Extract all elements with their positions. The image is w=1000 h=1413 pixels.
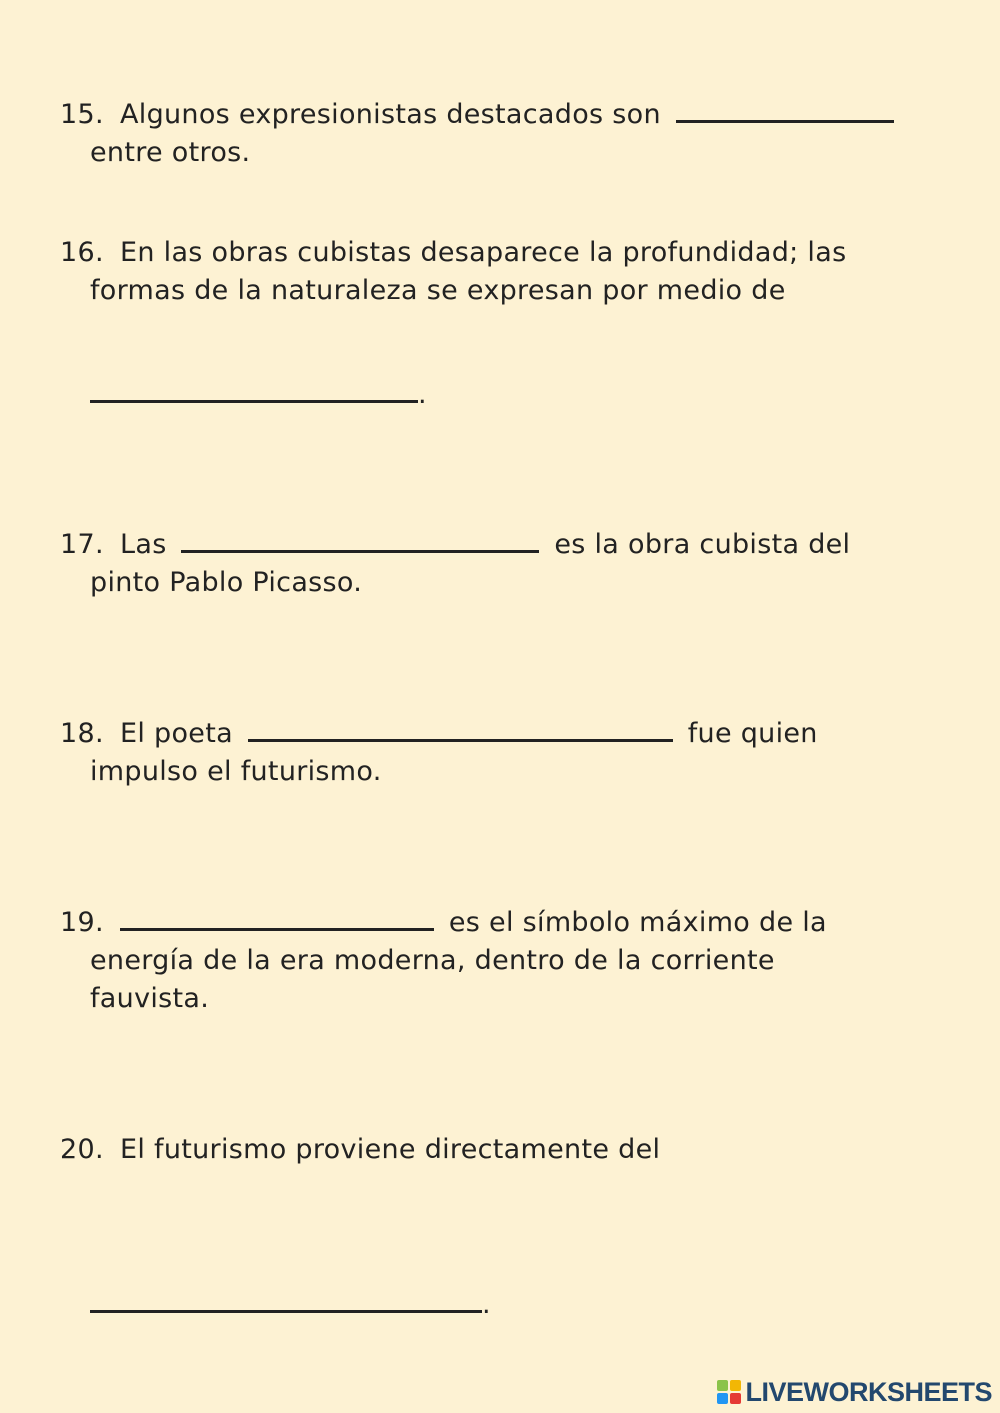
answer-blank-19[interactable] [120, 906, 434, 931]
liveworksheets-logo[interactable] [717, 1377, 992, 1407]
question-text: Algunos expresionistas destacados son [120, 99, 661, 130]
answer-blank-18[interactable] [248, 717, 673, 742]
question-text-after: es el símbolo máximo de la [448, 907, 827, 938]
question-number: 20. [60, 1134, 104, 1165]
question-18 [60, 715, 940, 791]
question-text-after: es la obra cubista del [554, 529, 851, 560]
question-number: 17. [60, 529, 104, 560]
answer-blank-15[interactable] [676, 98, 894, 123]
answer-blank-20[interactable] [90, 1288, 482, 1313]
question-continuation: formas de la naturaleza se expresan por medio de [90, 275, 786, 306]
question-continuation: impulso el futurismo. [90, 756, 382, 787]
question-number: 16. [60, 237, 104, 268]
answer-blank-17[interactable] [181, 528, 539, 553]
question-number: 19. [60, 907, 104, 938]
question-text: En las obras cubistas desaparece la profundidad; las [120, 237, 847, 268]
question-17 [60, 526, 940, 602]
question-text-after: fue quien [687, 718, 818, 749]
question-continuation-2: fauvista. [90, 983, 210, 1014]
question-continuation: entre otros. [90, 137, 251, 168]
question-text: El poeta [120, 718, 233, 749]
logo-text: LIVEWORKSHEETS [745, 1376, 992, 1407]
liveworksheets-logo-icon [717, 1380, 741, 1404]
answer-blank-16[interactable] [90, 378, 418, 403]
question-text: Las [120, 529, 167, 560]
question-16 [60, 234, 940, 310]
answer-line-16 [90, 378, 427, 410]
question-continuation: energía de la era moderna, dentro de la corriente [90, 945, 775, 976]
question-number: 18. [60, 718, 104, 749]
question-continuation: pinto Pablo Picasso. [90, 567, 363, 598]
question-20 [60, 1131, 940, 1169]
question-number: 15. [60, 99, 104, 130]
answer-period: . [482, 1289, 491, 1320]
question-text: El futurismo proviene directamente del [120, 1134, 661, 1165]
answer-period: . [418, 379, 427, 410]
answer-line-20 [90, 1288, 491, 1320]
question-19 [60, 904, 940, 1018]
question-15 [60, 96, 940, 172]
